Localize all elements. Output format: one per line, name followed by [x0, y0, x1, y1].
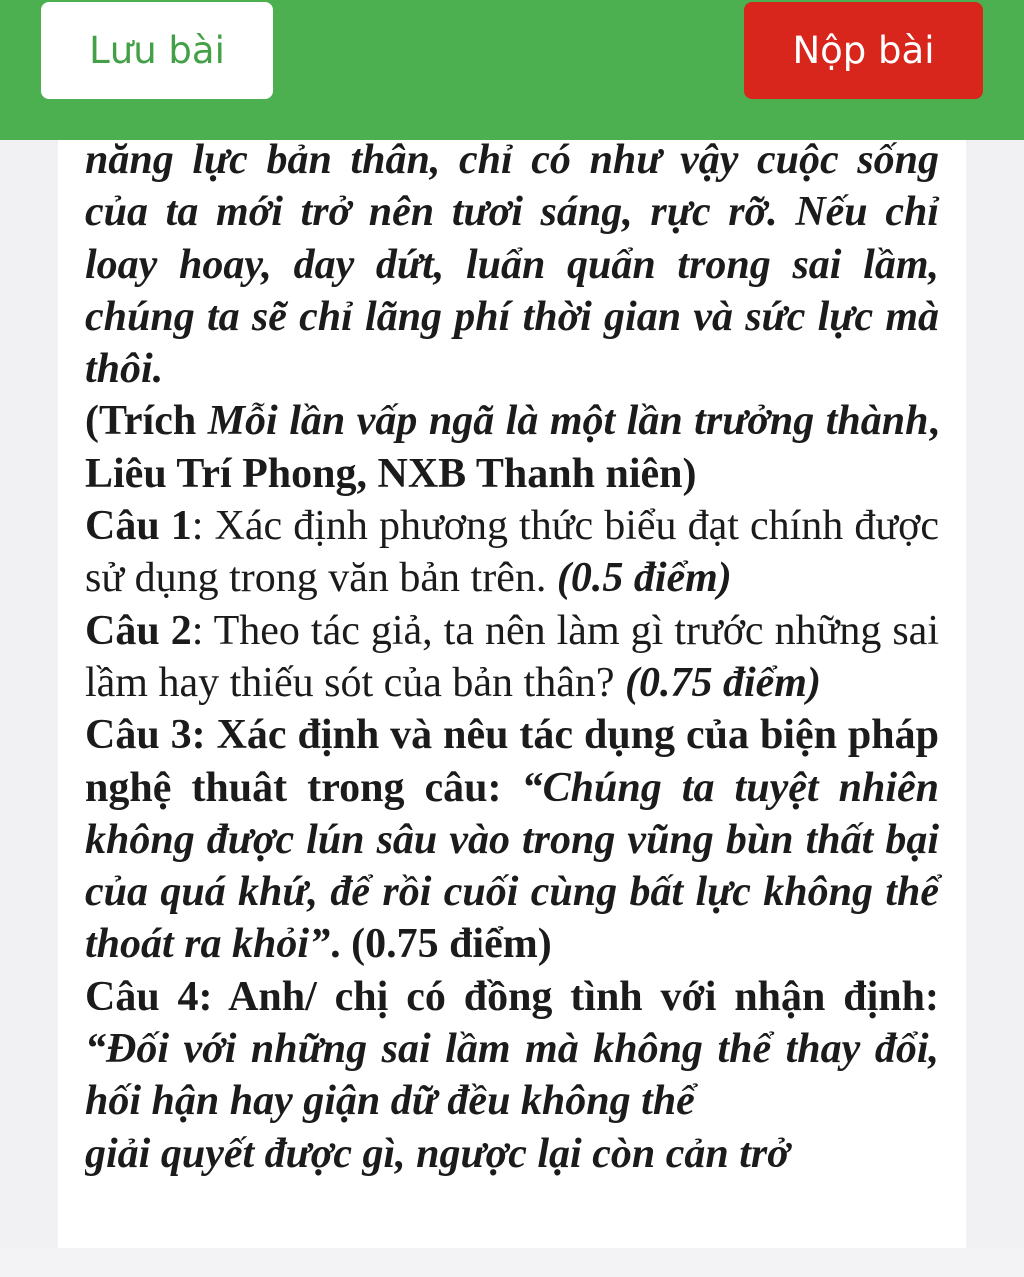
question-3-label: Câu 3: Xác định và nêu tác dụng của biện pháp nghệ thuât trong câu:: [85, 712, 939, 811]
question-2-label: Câu 2: [85, 607, 192, 654]
question-1: [85, 500, 939, 605]
question-4-label: Câu 4: Anh/ chị có đồng tình với nhận định:: [85, 973, 939, 1020]
source-suffix: , Liêu Trí Phong, NXB Thanh niên): [85, 398, 939, 497]
question-3-quote: “Chúng ta tuyệt nhiên không được lún sâu vào trong vũng bùn thất bại của quá khứ, để rồi cuối cùng bất lực không thể thoát ra khỏi”: [85, 764, 940, 968]
submit-button[interactable]: Nộp bài: [744, 2, 983, 99]
cut-off-line: giải quyết được gì, ngược lại còn cản trở: [85, 1130, 790, 1177]
document-text: [85, 140, 939, 1180]
question-4-quote: “Đối với những sai lầm mà không thể thay đổi, hối hận hay giận dữ đều không thể: [85, 1026, 939, 1125]
page-bottom-edge: [0, 1248, 1024, 1277]
question-3-points: . (0.75 điểm): [330, 921, 552, 968]
source-prefix: (Trích: [85, 398, 208, 445]
question-2-points: (0.75 điểm): [625, 659, 821, 706]
top-action-bar: [0, 0, 1024, 140]
passage-ending: năng lực bản thân, chỉ có như vậy cuộc sống của ta mới trở nên tươi sáng, rực rỡ. Nếu chỉ loay hoay, day dứt, luẩn quẩn trong sai lầm, chúng ta sẽ chỉ lãng phí thời gian và sức lực mà thôi.: [85, 140, 939, 393]
question-2-text: : Theo tác giả, ta nên làm gì trước những sai lầm hay thiếu sót của bản thân?: [85, 607, 939, 706]
save-button[interactable]: Lưu bài: [41, 2, 273, 99]
question-1-text: : Xác định phương thức biểu đạt chính được sử dụng trong văn bản trên.: [85, 503, 939, 602]
question-4: [85, 971, 939, 1128]
question-3: [85, 709, 939, 970]
source-book-title: Mỗi lần vấp ngã là một lần trưởng thành: [207, 398, 929, 445]
question-2: [85, 605, 939, 710]
question-1-points: (0.5 điểm): [556, 555, 732, 602]
source-citation: [85, 395, 939, 500]
document-page[interactable]: [58, 140, 966, 1248]
question-1-label: Câu 1: [85, 503, 192, 550]
